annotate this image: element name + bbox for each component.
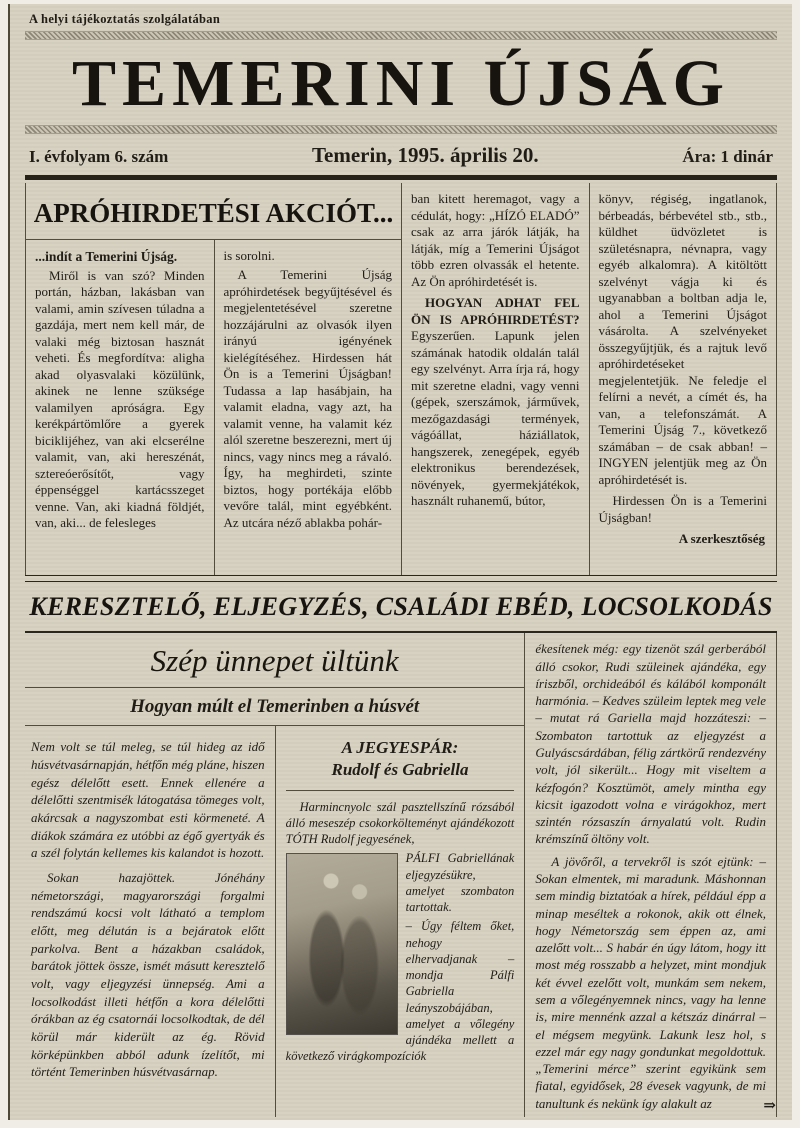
couple-kicker: A JEGYESPÁR: [341, 738, 459, 758]
body-paragraph: Hirdessen Ön is a Temerini Újságban! [598, 493, 767, 525]
body-paragraph: ékesítenek még: egy tizenöt szál gerberából álló csokor, Rudi szüleinek ajándéka, egy íriszből, orchideából és kálából komponált harmónia. – Kedves szüleim leptek meg vele – mutat rá Gariella majd hozzáteszi: – Szombaton tartottuk az eljegyzést a Gulyáscsárdában, félig zártkörű rendezvény volt, jól sikerült... Hogy mit viseltem a kézfogón? Kosztümöt, amely mintha egy kicsit igazodott volna e virágokhoz, mert szintén rózsaszín árnyalatú volt. Rudin krémszínű öltöny volt. [535, 641, 766, 847]
body-paragraph [411, 295, 580, 510]
body-paragraph: Nem volt se túl meleg, se túl hideg az idő húsvétvasárnapján, hétfőn még pláne, hiszen egész délelőtt esett. Ennek ellenére a délelőtti szentmisék látogatása tömeges volt, akárcsak a nagyszombat esti körmeneté. A diákok számára ez utóbbi az égő gyertyák és a szél folytán kellemes kis kalandot is hozott. [31, 739, 265, 861]
continuation-column [524, 633, 777, 1117]
classifieds-lead: ...indít a Temerini Újság. [35, 248, 178, 264]
body-paragraph: Harmincnyolc szál pasztellszínű rózsából álló meseszép csokorkölteményt ajándékozott TÓTH Rudolf jegyesének, [285, 799, 515, 846]
couple-article-body [286, 799, 515, 1065]
body-paragraph: A Temerini Újság apróhirdetések begyűjtésével és megjelentetésével szeretne hozzájárulni az olvasók ilyen irányú igényének kielégítéséhez. Hirdessen hát Ön is a Temerini Újságban! Tudassa a lap hasábjain, ha valamit eladna, vagy azt, ha valamit venne, ha valamit kéz alól szeretne beszerezni, mert új nincs, vagy nincs meg a rávaló. Így, ha meghirdeti, szinte biztos, hogy portékája előbb vevőre talál, mint egyébként. Az utcára néző ablakba pohár- [223, 267, 392, 530]
easter-columns [25, 726, 524, 1117]
body-paragraph: is sorolni. [223, 247, 275, 263]
easter-section [25, 633, 777, 1117]
section-divider-rule [25, 575, 777, 582]
classifieds-column-4 [589, 183, 777, 575]
inline-subhead: HOGYAN ADHAT FEL ÖN IS APRÓHIRDETÉST? [411, 295, 580, 327]
body-paragraph: A jövőről, a tervekről is szót ejtünk: – Sokan elmentek, mi maradunk. Máshonnan sem mindig biztatóak a hírek, például épp a minap meséltek a rokonok, akik ott élnek, hogy Németország sem éppen az, ami azelőtt volt... S habár én úgy látom, hogy itt most még rosszabb a helyzet, mint mondjuk két évvel ezelőtt volt, munkám sem nekem, sem a vőlegényemnek nincs, vagy ha lenne is, mire mennénk azzal a kétszáz dinárral – el mégsem megyünk. Lakunk lesz hol, s ezzel már egy nagy gondunkat megoldottuk. „Temerini mérce” szerint egyikünk sem fiatal, egyidősek, 28 évesek vagyunk, de mi tanultunk és nekünk így alakult az [535, 853, 766, 1111]
classifieds-column-2 [214, 240, 402, 576]
easter-subhead: Hogyan múlt el Temerinben a húsvét [25, 688, 524, 726]
body-paragraph: PÁLFI Gabriellának eljegyzésükre, amelyet szombaton tartottak. [405, 851, 515, 914]
classifieds-column-3 [401, 183, 589, 575]
classifieds-headline: APRÓHIRDETÉSI AKCIÓT... [26, 183, 401, 239]
classifieds-column-1 [26, 240, 214, 576]
easter-main-area [25, 633, 524, 1117]
date-row [25, 134, 777, 175]
continuation-arrow: ⇒ [763, 1098, 776, 1114]
body-paragraph: ban kitett heremagot, vagy a cédulát, hogy: „HÍZÓ ELADÓ” csak az arra járók látják, ha látják, míg a Temerini Újságot több ezren olvassák el hetente. Az Ön apróhirdetését is. [411, 191, 580, 289]
dateline: Temerin, 1995. április 20. [311, 143, 539, 168]
hatched-band-bottom [25, 125, 777, 134]
body-paragraph: Miről is van szó? Minden portán, házban, lakásban van valami, amin szívesen túladna a gazdája, mert nem kell már, de valaki még biztosan hasznát veheti. És megfordítva: aligha akad olyasvalaki közülünk, akinek ne lenne szüksége valamilyen apróságra. Egy kerékpártömlőre a gyerek biciklijéhez, van aki elcserélne valamit, van, aki hereszénát, sztereóerősítőt, vagy éppenséggel kartácsszeget venne. Van, aki kiadná földjét, van, aki... de felesleges [35, 267, 205, 531]
couple-names: Rudolf és Gabriella [331, 760, 469, 780]
body-paragraph: Sokan hazajöttek. Jónéhány németországi, magyarországi forgalmi rendszámú kocsi volt látható a templom előtt, meg délután is a bejáratok előtt parkolva. Bent a házakban családok, barátok jöttek össze, ismét másutt keresztelő volt, vagy eljegyzési ünnepség. Ami a locsolkodást illeti hétfőn a kora délelőtti órákban az ég csatornái locsolkodtak, de dél körül már kiderült az ég. Rövid körképünkben abból adunk ízelítőt, mi történt Temerinben húsvétvasárnap. [31, 870, 265, 1080]
classifieds-article [25, 183, 777, 575]
couple-article-column [275, 726, 525, 1117]
price-label: Ára: 1 dinár [682, 147, 773, 167]
masthead-rule [25, 175, 777, 180]
newspaper-page [8, 4, 792, 1120]
hatched-band-top [25, 31, 777, 40]
couple-headline [286, 732, 515, 790]
body-text: Egyszerűen. Lapunk jelen számának hatodik oldalán talál egy szelvényt. Arra írja rá, hogy mit szeretne eladni, vagy venni (gépek, szerszámok, járművek, mezőgazdasági termények, vágóállat, háziállatok, hangszerek, zenegépek, egyéb elektronikus berendezések, növények, gyermekjátékok, használt ruhanemű, bútor, [411, 328, 580, 509]
editor-signature: A szerkesztőség [678, 531, 765, 547]
body-paragraph: – Úgy féltem őket, nehogy elhervadjanak – mondja Pálfi Gabriella leányszobájában, amelyet a vőlegény ajándéka mellett a következő virágkompozíciók [285, 919, 515, 1064]
issue-number: I. évfolyam 6. szám [29, 147, 169, 167]
engagement-couple-photo [286, 853, 398, 1035]
page-tagline: A helyi tájékoztatás szolgálatában [29, 12, 221, 26]
easter-headline: Szép ünnepet ültünk [25, 633, 524, 688]
masthead-title: TEMERINI ÚJSÁG [72, 47, 730, 120]
easter-text-column [25, 726, 275, 1117]
banner-headline: KERESZTELŐ, ELJEGYZÉS, CSALÁDI EBÉD, LOCSOLKODÁS [25, 582, 777, 633]
body-paragraph: könyv, régiség, ingatlanok, bérbeadás, bérbevétel stb., stb., küldhet üdvözletet is születésnapra, névnapra, vagy egyéb alkalomra). A kitöltött szelvényt vágja ki és ugyanabban a boltban adja le, ahol a Temerini Újságot vásárolta. A szelvényeket összegyűjtjük, és a rajtuk levő apróhirdetéseket megjelentetjük. Ne feledje el felírni a nevét, a címét és, ha van, a telefonszámát. A Temerini Újság 7., következő számában – de csak abban! – INGYEN jelentjük meg az Ön apróhirdetését is. [598, 191, 767, 487]
